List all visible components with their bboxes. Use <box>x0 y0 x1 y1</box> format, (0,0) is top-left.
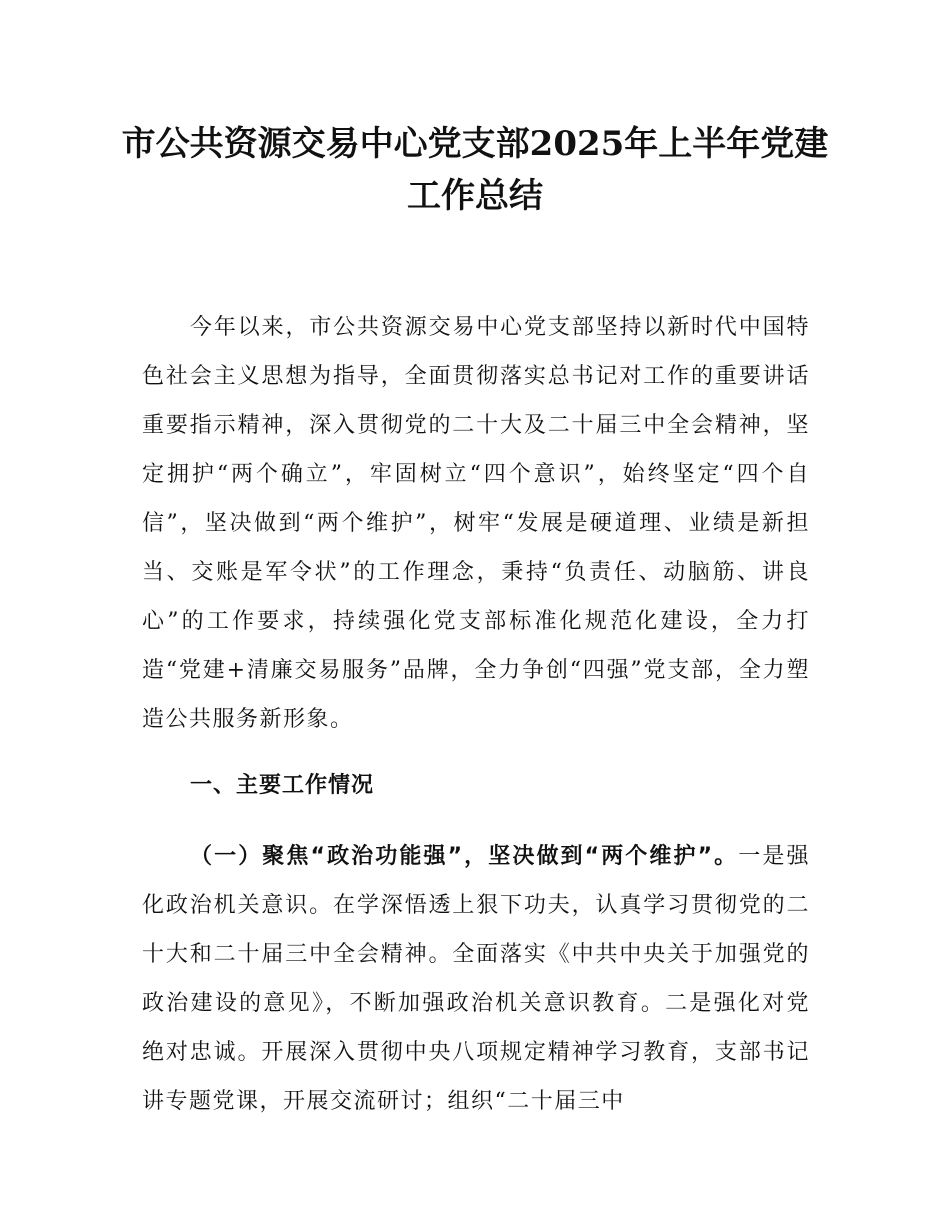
subsection-body-text: 一是强化政治机关意识。在学深悟透上狠下功夫，认真学习贯彻党的二十大和二十届三中全会精神。全面落实《中共中央关于加强党的政治建设的意见》，不断加强政治机关意识教育。二是强化对党绝对忠诚。开展深入贯彻中央八项规定精神学习教育，支部书记讲专题党课，开展交流研讨；组织“二十届三中 <box>142 844 810 1114</box>
section-heading-main-work: 一、主要工作情况 <box>190 773 375 798</box>
intro-paragraph: 今年以来，市公共资源交易中心党支部坚持以新时代中国特色社会主义思想为指导，全面贯彻落实总书记对工作的重要讲话重要指示精神，深入贯彻党的二十大及二十届三中全会精神，坚定拥护“两个确立”，牢固树立“四个意识”，始终坚定“四个自信”，坚决做到“两个维护”，树牢“发展是硬道理、业绩是新担当、交账是军令状”的工作理念，秉持“负责任、动脑筋、讲良心”的工作要求，持续强化党支部标准化规范化建设，全力打造“党建+清廉交易服务”品牌，全力争创“四强”党支部，全力塑造公共服务新形象。 <box>142 315 810 732</box>
subsection-paragraph-political-function <box>142 832 810 1126</box>
subsection-lead-heading: （一）聚焦“政治功能强”，坚决做到“两个维护”。 <box>190 844 739 869</box>
document-title: 市公共资源交易中心党支部2025年上半年党建工作总结 <box>121 124 829 216</box>
